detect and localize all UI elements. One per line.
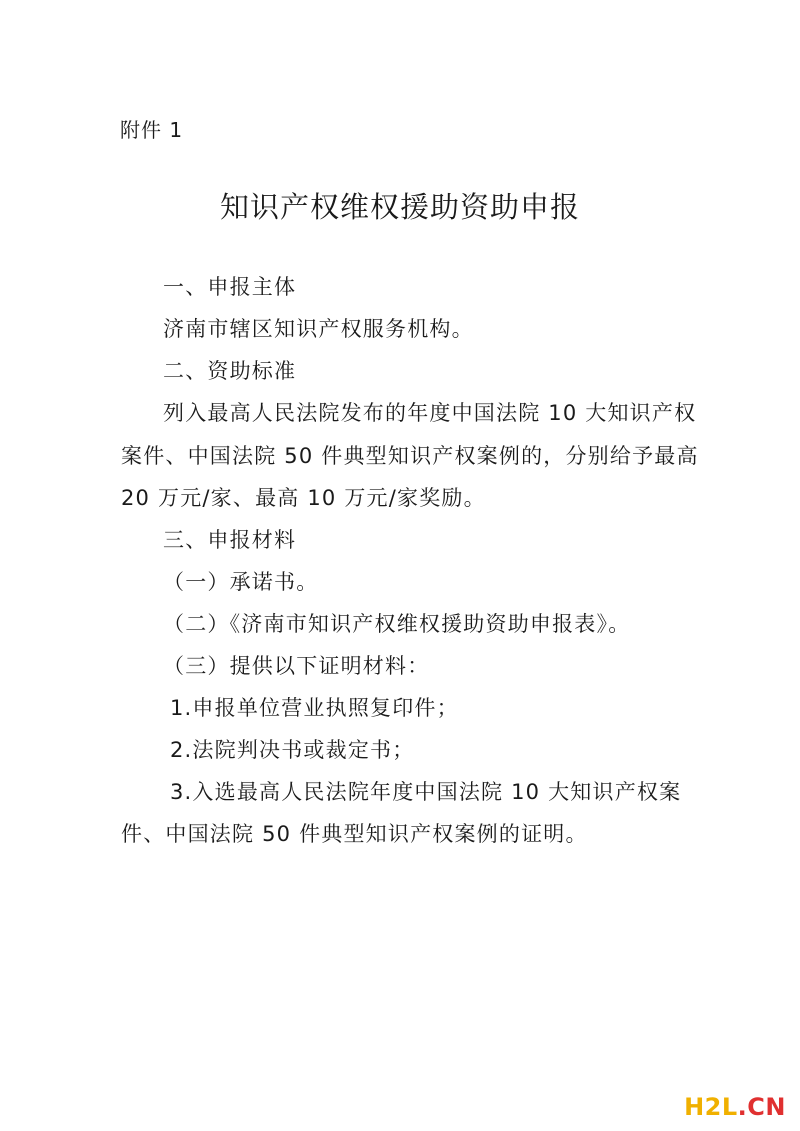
document-title: 知识产权维权援助资助申报 xyxy=(219,190,580,224)
watermark-dot: . xyxy=(737,1093,748,1121)
attachment-label: 附件 1 xyxy=(120,118,184,142)
list-item-application-form: （二）《济南市知识产权维权援助资助申报表》。 xyxy=(163,612,631,636)
list-item-commitment: （一）承诺书。 xyxy=(163,570,319,594)
list-item-proof-materials: （三）提供以下证明材料： xyxy=(163,654,430,678)
paragraph-applicant: 济南市辖区知识产权服务机构。 xyxy=(163,317,474,341)
section-heading-materials: 三、申报材料 xyxy=(163,528,297,552)
sub-item-selection-proof-line-2: 件、中国法院 50 件典型知识产权案例的证明。 xyxy=(121,822,588,846)
paragraph-standard-line-3: 20 万元/家、最高 10 万元/家奖励。 xyxy=(121,486,486,510)
sub-item-selection-proof-line-1: 3.入选最高人民法院年度中国法院 10 大知识产权案 xyxy=(170,780,682,804)
watermark-brand: H2L xyxy=(684,1093,738,1121)
site-watermark-logo xyxy=(684,1093,786,1121)
sub-item-business-license: 1.申报单位营业执照复印件； xyxy=(170,696,459,720)
paragraph-standard-line-2: 案件、中国法院 50 件典型知识产权案例的，分别给予最高 xyxy=(121,444,699,468)
paragraph-standard-line-1: 列入最高人民法院发布的年度中国法院 10 大知识产权 xyxy=(163,401,697,425)
watermark-tld: CN xyxy=(747,1093,786,1121)
section-heading-applicant: 一、申报主体 xyxy=(163,275,297,299)
section-heading-standard: 二、资助标准 xyxy=(163,359,297,383)
sub-item-court-judgment: 2.法院判决书或裁定书； xyxy=(170,738,415,762)
